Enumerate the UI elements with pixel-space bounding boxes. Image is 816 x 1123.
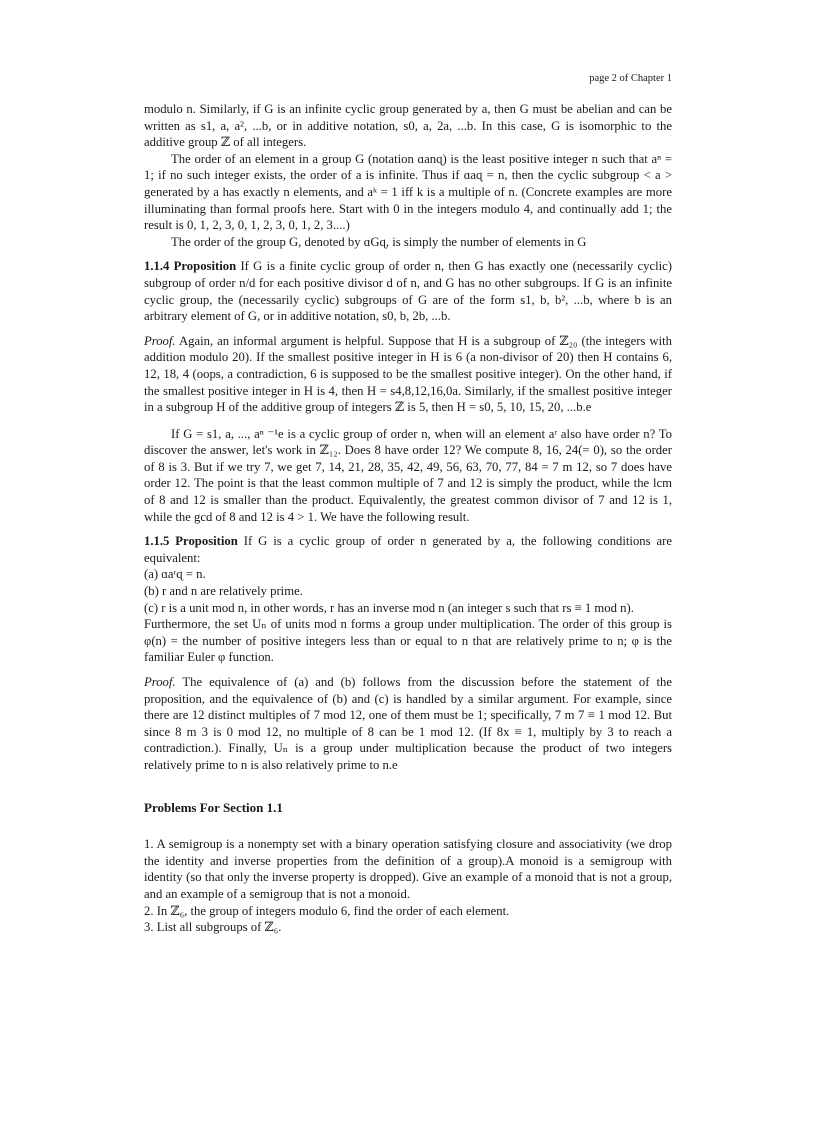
proof-label: Proof. bbox=[144, 675, 176, 689]
running-head: page 2 of Chapter 1 bbox=[589, 73, 672, 84]
proposition-label: 1.1.5 Proposition bbox=[144, 534, 238, 549]
proof-2 bbox=[144, 674, 672, 774]
paragraph-order-example: If G = s1, a, ..., aⁿ ⁻¹e is a cyclic group of order n, when will an element aʳ also have order n? To discover the answer, let's work in ℤ₁₂. Does 8 have order 12? We compute 8, 16, 24(= 0), so the order of 8 is 3. But if we try 7, we get 7, 14, 21, 28, 35, 42, 49, 56, 63, 70, 77, 84 = 7 m 12, so 7 does have order 12. The point is that the least common multiple of 7 and 12 is simply the product, while the lcm of 8 and 12 is smaller than the product. Equivalently, the greatest common divisor of 7 and 12 is 1, while the gcd of 8 and 12 is 4 > 1. We have the following result. bbox=[144, 426, 672, 524]
problem-item: 1. A semigroup is a nonempty set with a binary operation satisfying closure and associativity (we drop the identity and inverse properties from the definition of a group).A monoid is a semigroup with identity (so that only the inverse property is dropped). Give an example of a monoid that is not a group, and an example of a semigroup that is not a monoid. bbox=[144, 837, 672, 901]
proof-1 bbox=[144, 333, 672, 416]
proposition-1-1-5 bbox=[144, 533, 672, 666]
proposition-1-1-4 bbox=[144, 258, 672, 324]
proof-label: Proof. bbox=[144, 333, 176, 348]
section-heading: Problems For Section 1.1 bbox=[144, 799, 283, 815]
paragraph-order-group: The order of the group G, denoted by ɑGɋ, is simply the number of elements in G bbox=[171, 234, 587, 249]
proposition-text: If G is a cyclic group of order n generated by a, the following conditions are equivalent: bbox=[144, 534, 673, 565]
proof-text: The equivalence of (a) and (b) follows from the discussion before the statement of the proposition, and the equivalence of (b) and (c) is handled by a similar argument. For example, since there are 12 distinct multiples of 7 mod 12, one of them must be 1; specifically, 7 m 7 ≡ 1 mod 12. But since 8 m 3 is 0 mod 12, no multiple of 8 can be 1 mod 12. (If 8x ≡ 1, multiply by 3 to reach a contradiction.). Finally, Uₙ is a group under multiplication because the product of two integers relatively prime to n is also relatively prime to n.e bbox=[144, 675, 672, 772]
problem-item: 3. List all subgroups of ℤ₆. bbox=[144, 920, 282, 935]
page-body bbox=[144, 101, 672, 936]
condition-a: (a) ɑaʳɋ = n. bbox=[144, 567, 206, 582]
problem-item: 2. In ℤ₆, the group of integers modulo 6, find the order of each element. bbox=[144, 903, 510, 918]
paragraph-cyclic-infinite: modulo n. Similarly, if G is an infinite cyclic group generated by a, then G must be abelian and can be written as s1, a, a², ...b, or in additive notation, s0, a, 2a, ...b. In this case, G is isomorphic to the additive group ℤ of all integers. bbox=[144, 102, 672, 150]
proposition-label: 1.1.4 Proposition bbox=[144, 259, 237, 274]
proposition-text: If G is a finite cyclic group of order n, then G has exactly one (necessarily cyclic) subgroup of order n/d for each positive divisor d of n, and G has no other subgroups. If G is an infinite cyclic group, the (necessarily cyclic) subgroups of G are of the form s1, b, b², ...b, where b is an arbitrary element of G, or in additive notation, s0, b, 2b, ...b. bbox=[144, 259, 672, 324]
condition-b: (b) r and n are relatively prime. bbox=[144, 584, 303, 599]
proof-text: Again, an informal argument is helpful. Suppose that H is a subgroup of ℤ₂₀ (the integers with addition modulo 20). If the smallest positive integer in H is 6 (a non-divisor of 20) then H contains 6, 12, 18, 4 (oops, a contradiction, 6 is supposed to be the smallest positive integer). On the other hand, if the smallest positive integer in H is 4, then H = s4,8,12,16,0a. Similarly, if the smallest positive integer in a subgroup H of the additive group of integers ℤ is 5, then H = s0, 5, 10, 15, 20, ...b.e bbox=[144, 333, 672, 415]
paragraph-order-element: The order of an element in a group G (notation ɑanɋ) is the least positive integer n such that aⁿ = 1; if no such integer exists, the order of a is infinite. Thus if ɑaɋ = n, then the cyclic subgroup < a > generated by a has exactly n elements, and aᵏ = 1 iff k is a multiple of n. (Concrete examples are more illuminating than formal proofs here. Start with 0 in the integers modulo 4, and continually add 1; the result is 0, 1, 2, 3, 0, 1, 2, 3, 0, 1, 2, 3....) bbox=[144, 151, 672, 233]
proposition-furthermore: Furthermore, the set Uₙ of units mod n forms a group under multiplication. The order of this group is φ(n) = the number of positive integers less than or equal to n that are relatively prime to n; φ is the familiar Euler φ function. bbox=[144, 617, 672, 665]
condition-c: (c) r is a unit mod n, in other words, r has an inverse mod n (an integer s such that rs ≡ 1 mod n). bbox=[144, 600, 634, 615]
